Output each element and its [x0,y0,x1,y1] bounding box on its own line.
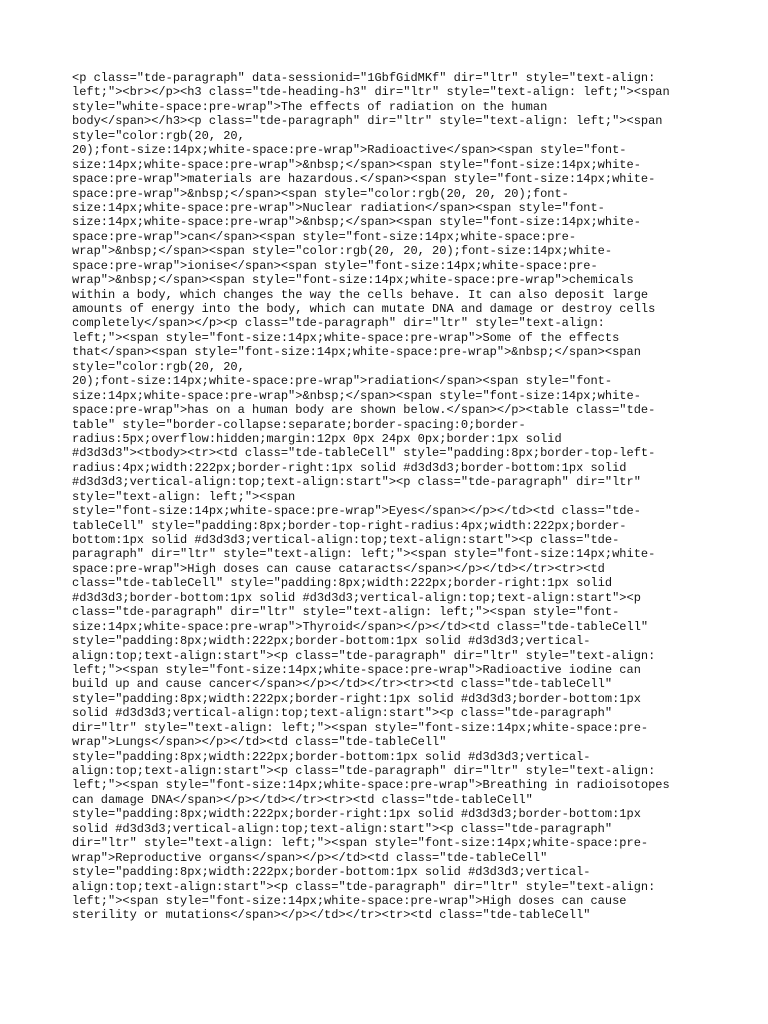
source-line: size:14px;white-space:pre-wrap">&nbsp;</span><span style="font-size:14px;white- [72,157,641,172]
source-line: build up and cause cancer</span></p></td></tr><tr><td class="tde-tableCell" [72,677,613,692]
source-line: style="font-size:14px;white-space:pre-wrap">Eyes</span></p></td><td class="tde- [72,504,641,519]
source-line: left;"><span style="font-size:14px;white-space:pre-wrap">Breathing in radioisotopes [72,778,670,793]
source-line: style="padding:8px;width:222px;border-bottom:1px solid #d3d3d3;vertical- [72,634,591,649]
source-line: align:top;text-align:start"><p class="tde-paragraph" dir="ltr" style="text-align: [72,648,656,663]
source-line: radius:4px;width:222px;border-right:1px solid #d3d3d3;border-bottom:1px solid [72,460,627,475]
source-line: left;"><span style="font-size:14px;white-space:pre-wrap">Some of the effects [72,330,620,345]
source-line [72,923,712,937]
source-line: size:14px;white-space:pre-wrap">&nbsp;</span><span style="font-size:14px;white- [72,215,641,230]
source-line: style="padding:8px;width:222px;border-bottom:1px solid #d3d3d3;vertical- [72,749,591,764]
source-line: 20);font-size:14px;white-space:pre-wrap">Radioactive</span><span style="font- [72,143,627,158]
source-line: can damage DNA</span></p></td></tr><tr><td class="tde-tableCell" [72,792,533,807]
source-line: left;"><span style="font-size:14px;white-space:pre-wrap">Radioactive iodine can [72,662,641,677]
source-line: style="color:rgb(20, 20, [72,128,245,143]
source-line: <p class="tde-paragraph" data-sessionid="1GbfGidMKf" dir="ltr" style="text-align: [72,71,656,85]
source-line: style="white-space:pre-wrap">The effects of radiation on the human [72,99,548,114]
source-line: style="padding:8px;width:222px;border-bottom:1px solid #d3d3d3;vertical- [72,865,591,880]
source-line: #d3d3d3"><tbody><tr><td class="tde-tableCell" style="padding:8px;border-top-left- [72,446,656,461]
source-line: completely</span></p><p class="tde-paragraph" dir="ltr" style="text-align: [72,316,605,331]
source-line: align:top;text-align:start"><p class="tde-paragraph" dir="ltr" style="text-align: [72,764,656,778]
source-line: amounts of energy into the body, which can mutate DNA and damage or destroy cells [72,302,656,316]
source-line: left;"><br></p><h3 class="tde-heading-h3" dir="ltr" style="text-align: left;"><span [72,85,670,100]
source-line: #d3d3d3;vertical-align:top;text-align:start"><p class="tde-paragraph" dir="ltr" [72,475,641,490]
source-line: class="tde-tableCell" style="padding:8px;width:222px;border-right:1px solid [72,576,613,591]
source-line: style="padding:8px;width:222px;border-right:1px solid #d3d3d3;border-bottom:1px [72,691,641,706]
source-line: #d3d3d3;border-bottom:1px solid #d3d3d3;vertical-align:top;text-align:start"><p [72,590,641,605]
source-line: space:pre-wrap">materials are hazardous.</span><span style="font-size:14px;white- [72,172,656,187]
source-line: wrap">Reproductive organs</span></p></td><td class="tde-tableCell" [72,850,548,865]
source-line: align:top;text-align:start"><p class="tde-paragraph" dir="ltr" style="text-align: [72,879,656,894]
source-line: paragraph" dir="ltr" style="text-align: left;"><span style="font-size:14px;white- [72,547,656,562]
source-line: size:14px;white-space:pre-wrap">&nbsp;</span><span style="font-size:14px;white- [72,388,641,403]
source-line: wrap">&nbsp;</span><span style="font-size:14px;white-space:pre-wrap">chemicals [72,273,634,288]
source-line: solid #d3d3d3;vertical-align:top;text-align:start"><p class="tde-paragraph" [72,706,613,721]
source-line: style="color:rgb(20, 20, [72,359,245,374]
source-line: wrap">Lungs</span></p></td><td class="tde-tableCell" [72,735,447,750]
source-line: that</span><span style="font-size:14px;white-space:pre-wrap">&nbsp;</span><span [72,345,641,360]
source-line: space:pre-wrap">has on a human body are shown below.</span></p><table class="tde- [72,403,656,418]
source-line: space:pre-wrap">can</span><span style="font-size:14px;white-space:pre- [72,229,577,244]
source-line: tableCell" style="padding:8px;border-top-right-radius:4px;width:222px;border- [72,518,627,533]
source-line: within a body, which changes the way the cells behave. It can also deposit large [72,287,649,302]
source-line: left;"><span style="font-size:14px;white-space:pre-wrap">High doses can cause [72,893,627,908]
source-line: 20);font-size:14px;white-space:pre-wrap">radiation</span><span style="font- [72,374,613,389]
source-line: dir="ltr" style="text-align: left;"><span style="font-size:14px;white-space:pre- [72,836,649,851]
source-line: style="text-align: left;"><span [72,489,296,504]
source-line: table" style="border-collapse:separate;border-spacing:0;border- [72,417,526,432]
source-line: space:pre-wrap">&nbsp;</span><span style="color:rgb(20, 20, 20);font- [72,186,569,201]
source-line: size:14px;white-space:pre-wrap">Nuclear radiation</span><span style="font- [72,200,605,215]
source-line: radius:5px;overflow:hidden;margin:12px 0px 24px 0px;border:1px solid [72,431,562,446]
source-line: space:pre-wrap">ionise</span><span style="font-size:14px;white-space:pre- [72,258,598,273]
source-line: sterility or mutations</span></p></td></tr><tr><td class="tde-tableCell" [72,908,591,923]
source-line: style="padding:8px;width:222px;border-right:1px solid #d3d3d3;border-bottom:1px [72,807,641,822]
source-line: class="tde-paragraph" dir="ltr" style="text-align: left;"><span style="font- [72,605,620,620]
html-source-text [72,71,712,937]
source-line: dir="ltr" style="text-align: left;"><span style="font-size:14px;white-space:pre- [72,720,649,735]
source-line: bottom:1px solid #d3d3d3;vertical-align:top;text-align:start"><p class="tde- [72,533,620,547]
source-line: space:pre-wrap">High doses can cause cataracts</span></p></td></tr><tr><td [72,561,605,576]
source-line: size:14px;white-space:pre-wrap">Thyroid</span></p></td><td class="tde-tableCell" [72,619,649,634]
source-line: solid #d3d3d3;vertical-align:top;text-align:start"><p class="tde-paragraph" [72,821,613,836]
source-line: body</span></h3><p class="tde-paragraph" dir="ltr" style="text-align: left;"><span [72,114,663,129]
source-line: wrap">&nbsp;</span><span style="color:rgb(20, 20, 20);font-size:14px;white- [72,244,613,259]
